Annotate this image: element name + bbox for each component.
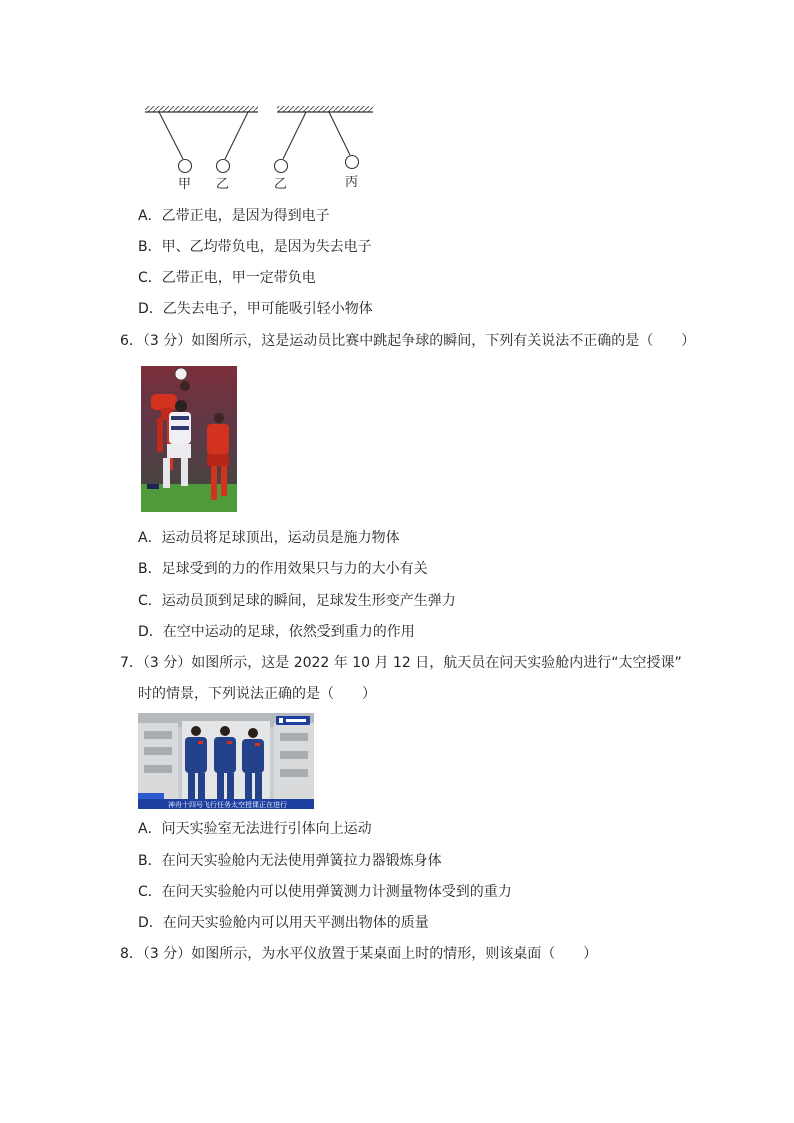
ball-yi-left <box>217 160 230 173</box>
football-photo <box>141 366 237 512</box>
tv-corner <box>138 793 164 799</box>
q6-option-d: D．在空中运动的足球，依然受到重力的作用 <box>138 624 415 640</box>
logo-badge <box>276 716 310 725</box>
q7-option-a: A．问天实验室无法进行引体向上运动 <box>138 821 372 837</box>
q7-option-b: B．在问天实验舱内无法使用弹簧拉力器锻炼身体 <box>138 853 442 869</box>
label-yi-right: 乙 <box>274 177 288 192</box>
ball-yi-right <box>275 160 288 173</box>
q5-option-d: D．乙失去电子，甲可能吸引轻小物体 <box>138 301 373 317</box>
q5-option-b: B．甲、乙均带负电，是因为失去电子 <box>138 239 372 255</box>
label-jia: 甲 <box>178 177 192 192</box>
string-yi-left <box>225 112 248 159</box>
charged-balls-diagram <box>140 100 380 195</box>
tv-banner-text: 神舟十四号飞行任务太空授课正在进行 <box>168 801 287 809</box>
q5-option-c: C．乙带正电，甲一定带负电 <box>138 270 316 286</box>
q7-option-d: D．在问天实验舱内可以用天平测出物体的质量 <box>138 915 429 931</box>
string-jia <box>159 112 183 159</box>
q6-option-c: C．运动员顶到足球的瞬间，足球发生形变产生弹力 <box>138 593 456 609</box>
q6-option-a: A．运动员将足球顶出，运动员是施力物体 <box>138 530 400 546</box>
football <box>175 368 187 380</box>
space-station-photo <box>138 713 314 809</box>
q6-stem: 6．（3 分）如图所示，这是运动员比赛中跳起争球的瞬间，下列有关说法不正确的是（ ） <box>120 333 696 349</box>
q8-stem: 8．（3 分）如图所示，为水平仪放置于某桌面上时的情形，则该桌面（ ） <box>120 946 598 962</box>
string-bing <box>329 112 350 155</box>
string-yi-right <box>283 112 306 159</box>
q5-option-a: A．乙带正电，是因为得到电子 <box>138 208 330 224</box>
ceiling-right <box>277 106 373 112</box>
label-yi-left: 乙 <box>216 177 230 192</box>
ceiling-left <box>145 106 258 112</box>
q7-stem-line2: 时的情景，下列说法正确的是（ ） <box>138 686 376 702</box>
ball-bing <box>346 156 359 169</box>
q7-stem-line1: 7．（3 分）如图所示，这是 2022 年 10 月 12 日，航天员在问天实验舱内进行“太空授课” <box>120 655 682 671</box>
ball-jia <box>179 160 192 173</box>
label-bing: 丙 <box>345 175 359 190</box>
q6-option-b: B．足球受到的力的作用效果只与力的大小有关 <box>138 561 428 577</box>
q7-option-c: C．在问天实验舱内可以使用弹簧测力计测量物体受到的重力 <box>138 884 512 900</box>
